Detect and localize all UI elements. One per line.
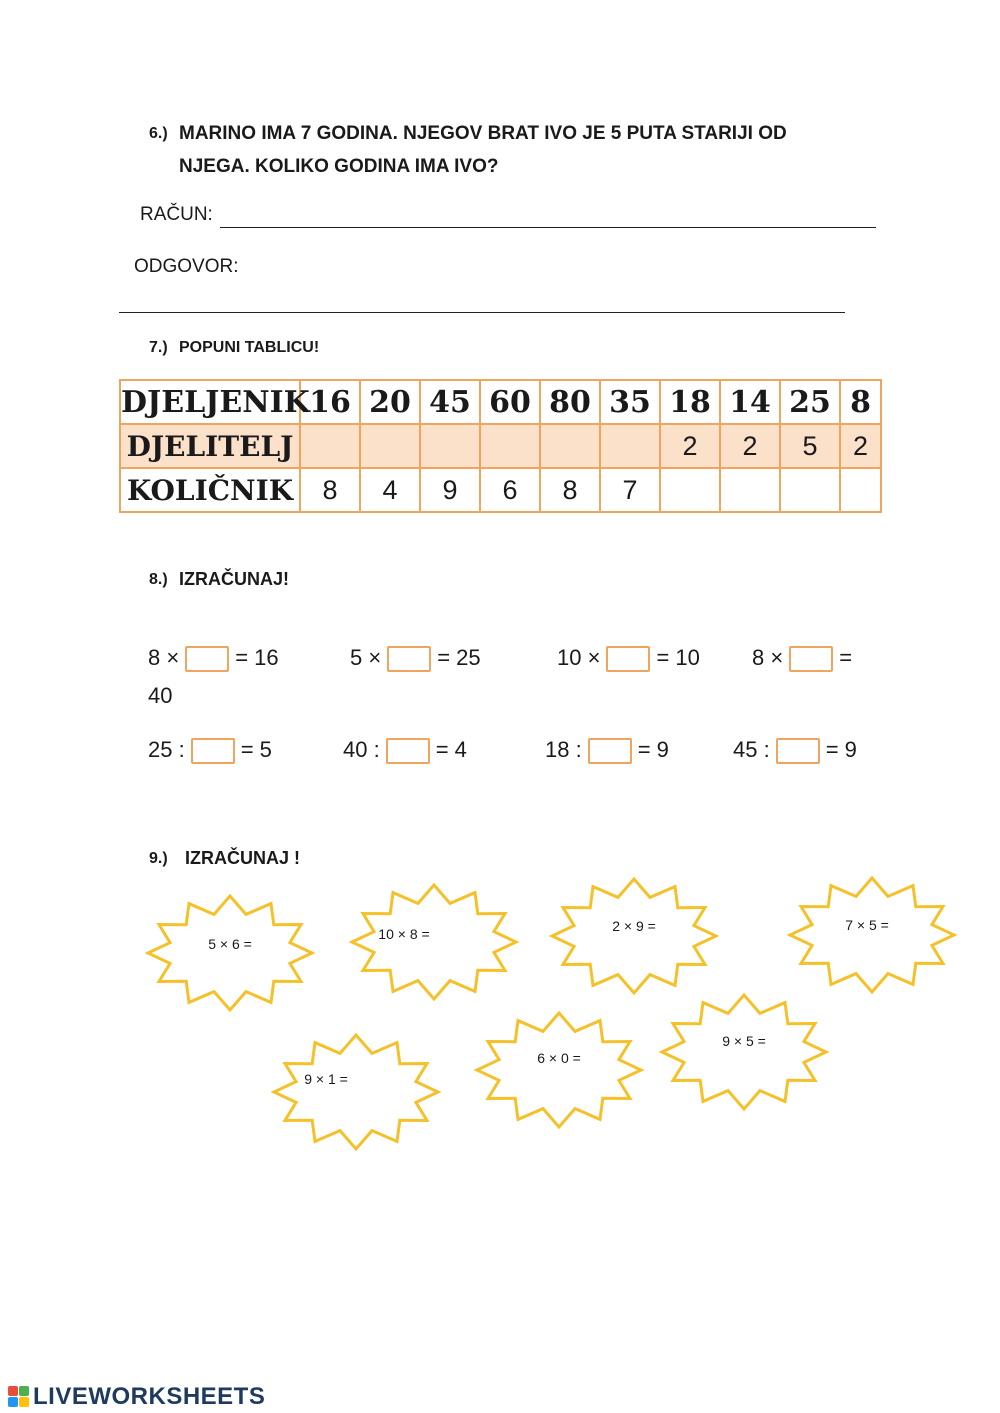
equation-left: 10 × xyxy=(557,645,601,670)
table-cell: 18 xyxy=(660,380,720,424)
answer-box[interactable] xyxy=(191,738,235,764)
table-cell: 9 xyxy=(420,468,480,512)
table-row-divisor xyxy=(120,424,881,468)
equation xyxy=(545,737,669,764)
q8-title: IZRAČUNAJ! xyxy=(179,569,289,589)
answer-cell[interactable] xyxy=(660,468,720,512)
star-polygon xyxy=(790,878,954,992)
star-label: 10 × 8 = xyxy=(378,926,430,942)
star-shape[interactable] xyxy=(787,875,957,995)
star-outline xyxy=(659,992,829,1112)
star-polygon xyxy=(662,995,826,1109)
star-outline xyxy=(145,893,315,1013)
q9-title: IZRAČUNAJ ! xyxy=(185,848,300,868)
answer-cell[interactable] xyxy=(300,424,360,468)
row-header-dividend: DJELJENIK xyxy=(120,380,300,424)
equation-wrap: 40 xyxy=(148,683,173,708)
star-shape[interactable] xyxy=(271,1032,441,1152)
equation-left: 8 × xyxy=(752,645,784,670)
star-outline xyxy=(271,1032,441,1152)
equation-left: 18 : xyxy=(545,737,582,762)
table-cell: 8 xyxy=(300,468,360,512)
answer-cell[interactable] xyxy=(420,424,480,468)
equation-left: 8 × xyxy=(148,645,180,670)
equation-right: = 5 xyxy=(240,737,272,762)
equation-right: = 16 xyxy=(235,645,279,670)
star-outline xyxy=(349,882,519,1002)
table-cell: 35 xyxy=(600,380,660,424)
table-cell: 8 xyxy=(540,468,600,512)
star-label: 9 × 1 = xyxy=(304,1071,348,1087)
star-polygon xyxy=(148,896,312,1010)
equation-right: = 9 xyxy=(825,737,857,762)
table-cell: 25 xyxy=(780,380,840,424)
answer-cell[interactable] xyxy=(480,424,540,468)
answer-box[interactable] xyxy=(386,738,430,764)
table-cell: 8 xyxy=(840,380,881,424)
equation-right: = 25 xyxy=(437,645,481,670)
table-row-quotient xyxy=(120,468,881,512)
answer-box[interactable] xyxy=(606,646,650,672)
equation xyxy=(557,645,700,672)
calc-label: RAČUN: xyxy=(140,204,213,225)
q6-text-line2: NJEGA. KOLIKO GODINA IMA IVO? xyxy=(179,156,499,177)
q9-number: 9.) xyxy=(149,850,168,867)
q7-title: POPUNI TABLICU! xyxy=(179,339,320,356)
answer-cell[interactable] xyxy=(540,424,600,468)
star-label: 7 × 5 = xyxy=(845,917,889,933)
star-outline xyxy=(787,875,957,995)
table-cell: 6 xyxy=(480,468,540,512)
table-cell: 60 xyxy=(480,380,540,424)
star-outline xyxy=(474,1010,644,1130)
answer-box[interactable] xyxy=(588,738,632,764)
equation xyxy=(148,737,272,764)
answer-cell[interactable] xyxy=(600,424,660,468)
star-outline xyxy=(549,876,719,996)
star-polygon xyxy=(552,879,716,993)
q7-number: 7.) xyxy=(149,339,168,356)
equation xyxy=(350,645,481,672)
row-header-quotient: KOLIČNIK xyxy=(120,468,300,512)
calc-answer-line[interactable] xyxy=(220,227,876,228)
answer-label: ODGOVOR: xyxy=(134,256,239,277)
answer-cell[interactable] xyxy=(780,468,840,512)
brand-name: LIVEWORKSHEETS xyxy=(33,1383,266,1410)
table-cell: 20 xyxy=(360,380,420,424)
answer-cell[interactable] xyxy=(360,424,420,468)
row-header-divisor: DJELITELJ xyxy=(120,424,300,468)
table-cell: 4 xyxy=(360,468,420,512)
star-polygon xyxy=(477,1013,641,1127)
equation-right: = xyxy=(839,645,853,670)
q8-number: 8.) xyxy=(149,571,168,588)
table-cell: 5 xyxy=(780,424,840,468)
star-shape[interactable] xyxy=(474,1010,644,1130)
equation-left: 5 × xyxy=(350,645,382,670)
division-table xyxy=(119,379,882,513)
answer-box[interactable] xyxy=(387,646,431,672)
equation-left: 25 : xyxy=(148,737,185,762)
table-cell: 2 xyxy=(840,424,881,468)
table-row-dividend xyxy=(120,380,881,424)
table-cell: 2 xyxy=(660,424,720,468)
answer-cell[interactable] xyxy=(720,468,780,512)
answer-cell[interactable] xyxy=(840,468,881,512)
table-cell: 7 xyxy=(600,468,660,512)
answer-box[interactable] xyxy=(789,646,833,672)
equation-right: = 10 xyxy=(656,645,700,670)
answer-box[interactable] xyxy=(185,646,229,672)
table-cell: 45 xyxy=(420,380,480,424)
equation xyxy=(752,645,852,672)
star-shape[interactable] xyxy=(145,893,315,1013)
equation xyxy=(733,737,857,764)
star-label: 9 × 5 = xyxy=(722,1033,766,1049)
table-cell: 80 xyxy=(540,380,600,424)
logo-blocks-icon xyxy=(8,1386,30,1408)
q6-text-line1: MARINO IMA 7 GODINA. NJEGOV BRAT IVO JE 5 PUTA STARIJI OD xyxy=(179,123,787,144)
star-shape[interactable] xyxy=(659,992,829,1112)
star-label: 2 × 9 = xyxy=(612,918,656,934)
table-cell: 14 xyxy=(720,380,780,424)
equation xyxy=(343,737,467,764)
star-label: 5 × 6 = xyxy=(208,936,252,952)
table-cell: 2 xyxy=(720,424,780,468)
star-shape[interactable] xyxy=(349,882,519,1002)
star-polygon xyxy=(274,1035,438,1149)
equation-left: 40 : xyxy=(343,737,380,762)
equation xyxy=(148,645,279,672)
q6-number: 6.) xyxy=(149,125,168,142)
equation-right: = 4 xyxy=(435,737,467,762)
answer-line[interactable] xyxy=(119,312,845,313)
table-cell: 16 xyxy=(300,380,360,424)
equation-right: = 9 xyxy=(637,737,669,762)
equation-left: 45 : xyxy=(733,737,770,762)
star-polygon xyxy=(352,885,516,999)
star-shape[interactable] xyxy=(549,876,719,996)
star-label: 6 × 0 = xyxy=(537,1050,581,1066)
answer-box[interactable] xyxy=(776,738,820,764)
liveworksheets-logo[interactable] xyxy=(8,1382,265,1412)
